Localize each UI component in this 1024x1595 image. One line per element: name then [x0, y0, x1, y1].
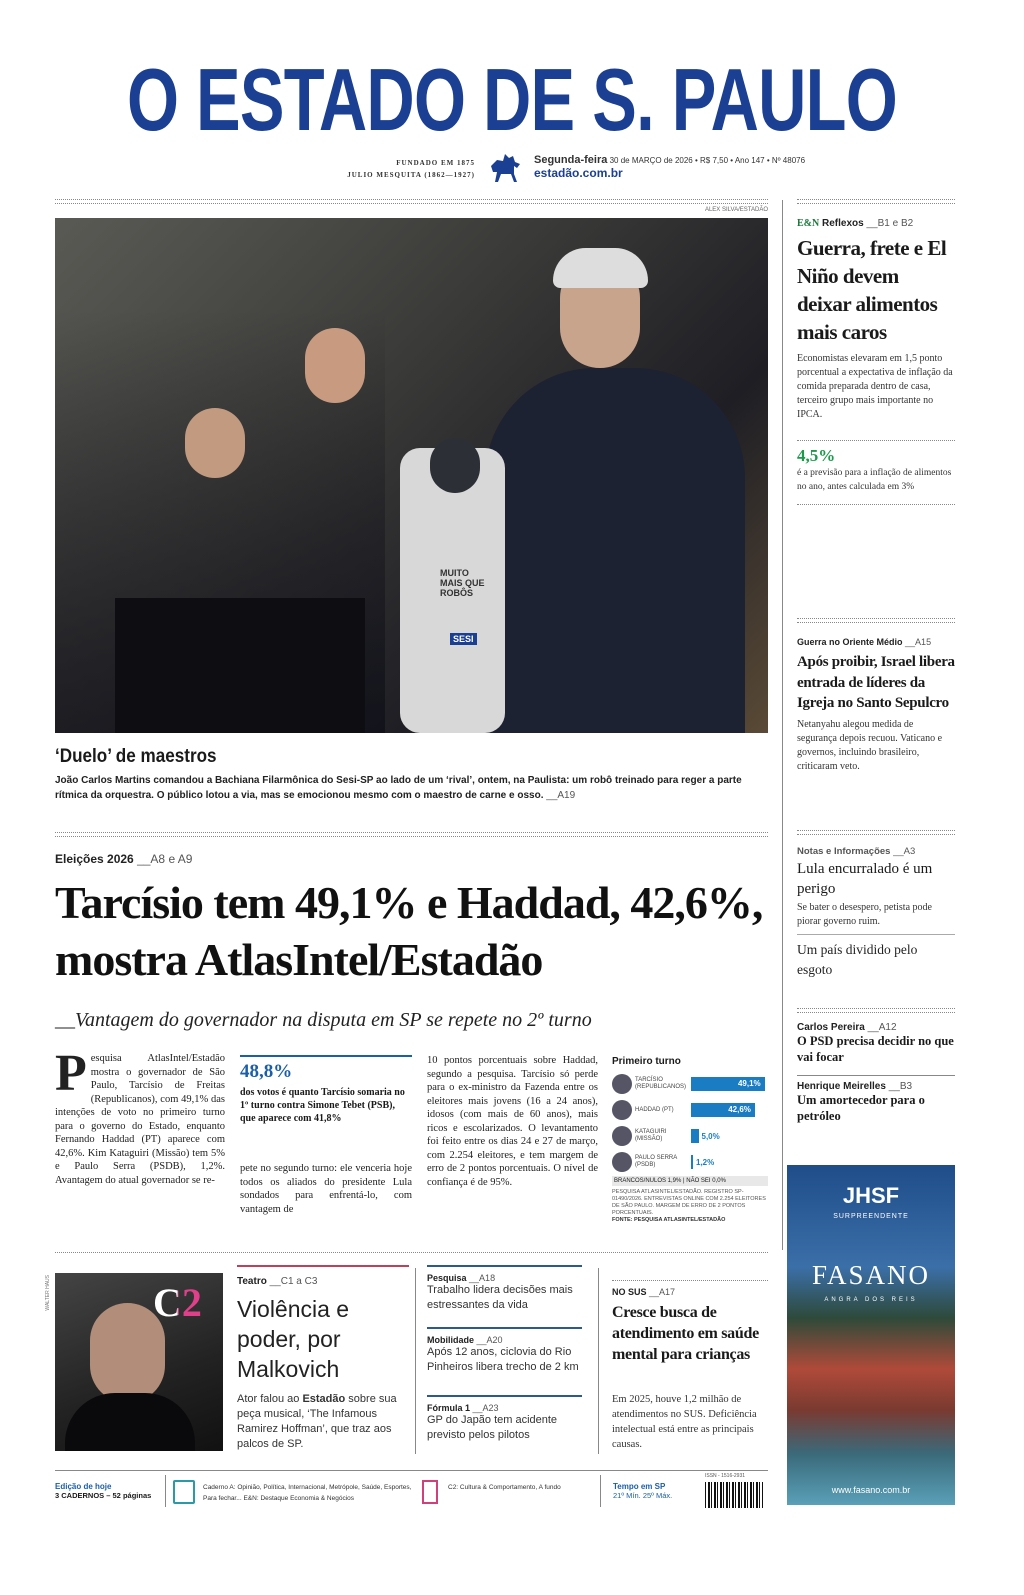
divider: [797, 830, 955, 835]
lead-text: [55, 773, 768, 803]
c2-headline[interactable]: Violência e poder, por Malkovich: [237, 1296, 350, 1382]
masthead-title[interactable]: O ESTADO DE S. PAULO: [126, 50, 898, 149]
chart-bar: [691, 1103, 755, 1117]
war-text: Netanyahu alegou medida de segurança depois recuou. Vaticano e governos, incluindo brasileiro, criticaram veto.: [797, 718, 943, 772]
brief-text: GP do Japão tem acidente previsto pelos pilotos: [427, 1414, 558, 1441]
col1-kicker: Carlos Pereira: [797, 1022, 865, 1033]
highlight-text: dos votos é quanto Tarcísio somaria no 1º turno contra Simone Tebet (PSB), que aparece com 41,8%: [240, 1087, 405, 1124]
divider: [55, 199, 768, 204]
fasano-ad[interactable]: [787, 1165, 955, 1505]
brief-page: __A18: [469, 1273, 496, 1283]
sidebar-en: [797, 218, 955, 506]
lead-text-body: João Carlos Martins comandou a Bachiana Filarmônica do Sesi-SP ao lado de um ‘rival’, ontem, na Paulista: um robô treinado para reger a parte rítmica da orquestra. O público lotou a via, mas se emocionou mesmo com o maestro de carne e osso.: [55, 775, 742, 801]
malkovich-photo[interactable]: [55, 1273, 223, 1451]
c2-kicker-page: __C1 a C3: [269, 1276, 318, 1287]
main-headline[interactable]: Tarcísio tem 49,1% e Haddad, 42,6%, mostra AtlasIntel/Estadão: [55, 877, 763, 985]
chart-row: [612, 1098, 768, 1122]
brief-item[interactable]: [427, 1395, 582, 1443]
chart-category-label: HADDAD (PT): [635, 1106, 674, 1113]
chart-note: PESQUISA ATLASINTEL/ESTADÃO. REGISTRO SP-01490/2026. ENTREVISTAS ONLINE COM 2.254 ELEITORES DE SÃO PAULO. MARGEM DE ERRO DE 2 PONTOS PORCENTUAIS.: [612, 1189, 766, 1216]
en-kicker: Reflexos: [822, 218, 864, 229]
weather-label: Tempo em SP: [613, 1482, 666, 1491]
chart-bar: [691, 1129, 699, 1143]
brief-kicker: [427, 1335, 582, 1345]
robot-text: MUITO MAIS QUE ROBÔS: [440, 568, 485, 598]
main-col1: [55, 1045, 225, 1187]
c2-text-post: sobre sua peça musical, ‘The Infamous Ramirez Hoffman’, que traz aos palcos de SP.: [237, 1393, 397, 1450]
divider: [797, 618, 955, 623]
section-a-icon: [173, 1480, 195, 1504]
col1-headline[interactable]: O PSD precisa decidir no que vai focar: [797, 1034, 954, 1064]
chart-source: FONTE: PESQUISA ATLASINTEL/ESTADÃO: [612, 1217, 726, 1223]
sus-text: Em 2025, houve 1,2 milhão de atendimentos no SUS. Deficiência intelectual está entre as principais causas.: [612, 1394, 757, 1450]
sidebar-notas: [797, 846, 955, 980]
section-c2-icon: [422, 1480, 438, 1504]
main-subhead: __Vantagem do governador na disputa em SP se repete no 2º turno: [55, 1009, 592, 1031]
edition-label: Edição de hoje: [55, 1482, 112, 1491]
issn: ISSN - 1516-2931: [705, 1473, 746, 1479]
brief-page: __A23: [472, 1403, 499, 1413]
divider: [797, 440, 955, 442]
dateline: [534, 154, 805, 180]
c2-kicker-label: Teatro: [237, 1276, 267, 1287]
sus-headline[interactable]: Cresce busca de atendimento em saúde mental para crianças: [612, 1304, 759, 1363]
en-page: __B1 e B2: [866, 218, 914, 229]
chart-value-label: 1,2%: [696, 1157, 715, 1167]
brief-kicker-label: Mobilidade: [427, 1335, 474, 1345]
weather-value: 21º Mín. 25º Máx.: [613, 1491, 673, 1500]
divider: [797, 199, 955, 204]
sidebar-column-1: [797, 1022, 955, 1065]
main-kicker-page: __A8 e A9: [137, 852, 193, 866]
briefs-list: [427, 1265, 582, 1443]
brief-page: __A20: [476, 1335, 503, 1345]
chart-row: [612, 1124, 768, 1148]
brief-item[interactable]: [427, 1265, 582, 1327]
musician-face: [305, 328, 365, 403]
c2-text-bold: Estadão: [302, 1393, 346, 1405]
divider: [165, 1475, 166, 1507]
col2-headline[interactable]: Um amortecedor para o petróleo: [797, 1093, 925, 1123]
weekday: Segunda-feira: [534, 154, 608, 166]
divider: [55, 1252, 768, 1255]
main-col2-text: pete no segundo turno: ele venceria hoje todos os aliados do presidente Lula sondados para enfrentá-lo, com vantagem de: [240, 1163, 412, 1215]
c2-photo-credit: WALTER HAUS: [45, 1275, 51, 1311]
music-stand: [115, 598, 365, 733]
candidate-avatar: [612, 1074, 632, 1094]
brief-kicker: [427, 1403, 582, 1413]
sidebar-war: [797, 637, 955, 774]
barcode: [705, 1482, 763, 1508]
en-headline[interactable]: Guerra, frete e El Niño devem deixar alimentos mais caros: [797, 236, 947, 344]
ad-place: ANGRA DOS REIS: [824, 1297, 918, 1303]
maestro-figure: [485, 368, 745, 733]
war-kicker: Guerra no Oriente Médio: [797, 637, 903, 647]
en-stat: 4,5%: [797, 446, 836, 465]
brief-text: Trabalho lidera decisões mais estressantes da vida: [427, 1284, 573, 1311]
brief-kicker: [427, 1273, 582, 1283]
date-info: 30 de MARÇO de 2026 • R$ 7,50 • Ano 147 • Nº 48076: [609, 156, 806, 165]
c2-text-pre: Ator falou ao: [237, 1393, 303, 1405]
c2-rule: [237, 1265, 409, 1267]
main-col3-text: 10 pontos porcentuais sobre Haddad, segundo a pesquisa. Tarcísio só perde para o ex-ministro da Fazenda entre os eleitores mais jovens (16 a 24 anos), idosos (com mais de 60 anos), mais ricos e escolarizados. O levantamento foi feito entre os dias 24 e 27 de março, com 2.254 eleitores, e tem margem de erro de 2 pontos porcentuais. O nível de confiança é de 95%.: [427, 1055, 598, 1188]
chart-category-label: TARCÍSIO (REPUBLICANOS): [635, 1077, 687, 1090]
divider: [797, 1008, 955, 1013]
divider: [612, 1280, 768, 1282]
brief-item[interactable]: [427, 1327, 582, 1395]
founded-year: FUNDADO EM 1875: [396, 159, 475, 167]
highlight-box: [240, 1055, 412, 1125]
suit: [65, 1393, 195, 1451]
main-kicker-label: Eleições 2026: [55, 852, 134, 866]
divider: [797, 504, 955, 506]
candidate-avatar: [612, 1152, 632, 1172]
war-headline[interactable]: Após proibir, Israel libera entrada de líderes da Igreja no Santo Sepulcro: [797, 654, 955, 711]
brief-text: Após 12 anos, ciclovia do Rio Pinheiros libera trecho de 2 km: [427, 1346, 579, 1373]
chart-value-label: 49,1%: [737, 1079, 761, 1088]
lead-page: __A19: [546, 790, 576, 801]
sus-kicker-label: NO SUS: [612, 1287, 647, 1297]
notas-text-1: Se bater o desespero, petista pode piorar governo ruim.: [797, 901, 955, 935]
drop-cap: P: [55, 1045, 87, 1102]
c2-logo-text: C2: [153, 1280, 202, 1325]
notas-headline-1[interactable]: Lula encurralado é um perigo: [797, 861, 933, 897]
sus-kicker: [612, 1287, 675, 1297]
col2-page: __B3: [888, 1081, 913, 1092]
column-divider: [415, 1268, 416, 1454]
chart-value-label: 42,6%: [728, 1105, 751, 1114]
column-divider: [782, 200, 783, 1250]
ad-tagline: SURPREENDENTE: [833, 1213, 909, 1220]
brief-kicker-label: Pesquisa: [427, 1273, 467, 1283]
column-divider: [598, 1268, 599, 1454]
horse-logo-icon: [487, 152, 523, 184]
chart-title: Primeiro turno: [612, 1056, 681, 1067]
photo-credit: ALEX SILVA/ESTADÃO: [704, 207, 768, 213]
lead-title[interactable]: ‘Duelo’ de maestros: [55, 746, 217, 767]
notas-kicker: Notas e Informações: [797, 846, 891, 857]
robot-brand: SESI: [450, 633, 477, 645]
chart-row: [612, 1150, 768, 1174]
sidebar-column-2: [797, 1075, 955, 1124]
main-kicker: [55, 852, 192, 866]
sections-a: Caderno A: Opinião, Política, Internacional, Metrópole, Saúde, Esportes, Para fechar... E&N: Destaque Economia & Negócios: [203, 1484, 412, 1502]
robot-figure: [400, 448, 505, 733]
robot-head: [430, 438, 480, 493]
main-col1-text: esquisa AtlasIntel/Estadão mostra o governador de São Paulo, Tarcísio de Freitas (Republicanos), com 49,1% das intenções de voto no primeiro turno para o governo do Estado, enquanto Fernando Haddad (PT) aparece com 42,6%. Kim Kataguiri (Missão) tem 5% e Paulo Serra (PSDB), 1,2%. Avantagem do atual governador se re-: [55, 1053, 225, 1186]
chart-value-label: 5,0%: [701, 1131, 720, 1141]
ad-brand: JHSF: [842, 1183, 900, 1208]
edition-info: [55, 1482, 165, 1500]
notas-headline-2[interactable]: Um país dividido pelo esgoto: [797, 942, 918, 977]
divider: [55, 832, 768, 837]
chart-bar: [691, 1155, 693, 1169]
chart-footer: BRANCOS/NULOS 1,9% | NÃO SEI 0,0%: [612, 1176, 768, 1186]
chart-row: [612, 1072, 768, 1096]
en-stat-text: é a previsão para a inflação de alimentos no ano, antes calculada em 3%: [797, 468, 952, 492]
en-brand: E&N: [797, 218, 820, 229]
site-link[interactable]: estadão.com.br: [534, 166, 623, 180]
ad-url[interactable]: www.fasano.com.br: [831, 1485, 911, 1495]
c2-logo: [153, 1279, 202, 1326]
chart-category-label: PAULO SERRA (PSDB): [635, 1155, 677, 1168]
col2-kicker: Henrique Meirelles: [797, 1081, 886, 1092]
candidate-avatar: [612, 1100, 632, 1120]
col1-page: __A12: [867, 1022, 897, 1033]
chart-bar: [691, 1077, 765, 1091]
brief-kicker-label: Fórmula 1: [427, 1403, 471, 1413]
poll-chart: [612, 1056, 768, 1224]
footer-rule: [55, 1470, 768, 1471]
edition-value: 3 CADERNOS – 52 páginas: [55, 1491, 152, 1500]
founded-info: [300, 157, 475, 181]
maestro-hair: [553, 248, 648, 288]
weather: [613, 1482, 672, 1500]
sections-c2: C2: Cultura & Comportamento, A fundo: [448, 1484, 561, 1491]
war-page: __A15: [905, 637, 932, 647]
c2-kicker: [237, 1276, 317, 1287]
sus-page: __A17: [649, 1287, 676, 1297]
divider: [600, 1475, 601, 1507]
candidate-avatar: [612, 1126, 632, 1146]
lead-photo[interactable]: [55, 218, 768, 733]
founder: JULIO MESQUITA (1862—1927): [347, 171, 475, 179]
notas-page: __A3: [893, 846, 916, 857]
musician-face: [185, 408, 245, 478]
c2-text: [237, 1392, 409, 1452]
highlight-value: 48,8%: [240, 1061, 293, 1082]
en-text: Economistas elevaram em 1,5 ponto porcentual a expectativa de inflação da comida preparada dentro de casa, terceiro grupo mais importante no IPCA.: [797, 353, 953, 420]
chart-category-label: KATAGUIRI (MISSÃO): [635, 1129, 667, 1142]
ad-name: FASANO: [811, 1260, 931, 1290]
